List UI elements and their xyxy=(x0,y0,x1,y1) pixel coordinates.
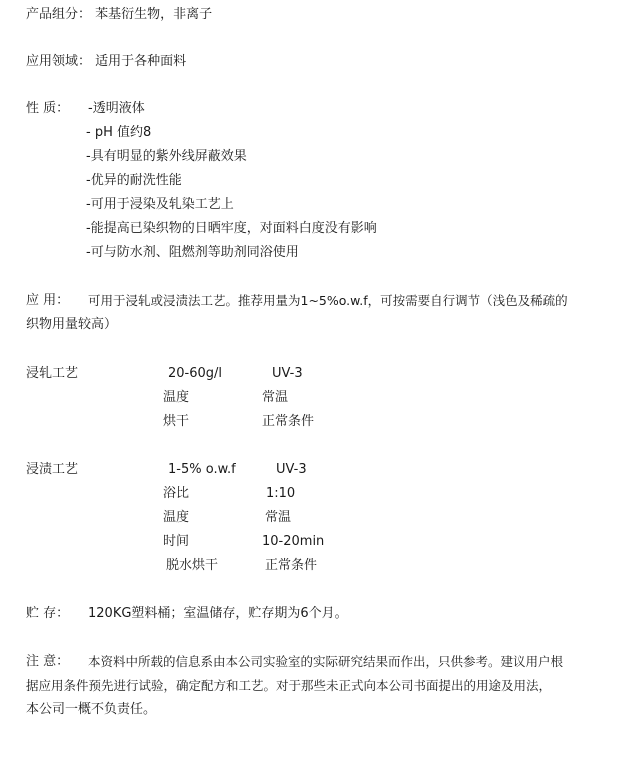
application-label: 应 用： xyxy=(26,293,70,308)
exhaust-dosage: 1-5% o.w.f xyxy=(168,462,236,477)
field-line xyxy=(26,53,186,71)
application-line-2: 织物用量较高） xyxy=(26,317,118,332)
notice-label: 注 意： xyxy=(26,654,70,669)
padding-dosage: 20-60g/l xyxy=(168,366,223,381)
notice-line-2: 据应用条件预先进行试验，确定配方和工艺。对于那些未正式向本公司书面提出的用途及用法， xyxy=(26,678,552,693)
exhaust-process-title: 浸渍工艺 xyxy=(26,462,79,477)
property-item-4: -优异的耐洗性能 xyxy=(86,173,182,188)
padding-process-title: 浸轧工艺 xyxy=(26,366,79,381)
application-line-1: 可用于浸轧或浸渍法工艺。推荐用量为1~5%o.w.f，可按需要自行调节（浅色及稀疏的 xyxy=(88,293,568,308)
exhaust-product: UV-3 xyxy=(276,462,307,477)
exhaust-row-value: 常温 xyxy=(265,510,292,525)
property-item-3: -具有明显的紫外线屏蔽效果 xyxy=(86,149,247,164)
composition-value: 苯基衍生物，非离子 xyxy=(95,7,213,22)
padding-product: UV-3 xyxy=(272,366,303,381)
property-item-7: -可与防水剂、阻燃剂等助剂同浴使用 xyxy=(86,245,299,260)
properties-label: 性 质： xyxy=(26,101,70,116)
padding-row-value: 正常条件 xyxy=(262,414,315,429)
exhaust-row-value: 正常条件 xyxy=(265,558,318,573)
notice-line-3: 本公司一概不负责任。 xyxy=(26,702,157,717)
exhaust-row-key: 时间 xyxy=(163,534,190,549)
exhaust-row-key: 温度 xyxy=(163,510,190,525)
exhaust-row-value: 1:10 xyxy=(266,486,296,501)
property-item-6: -能提高已染织物的日晒牢度，对面料白度没有影响 xyxy=(86,221,377,236)
composition-line xyxy=(26,6,212,24)
property-item-1: -透明液体 xyxy=(88,101,145,116)
field-label: 应用领域： xyxy=(26,54,92,69)
composition-label: 产品组分： xyxy=(26,7,92,22)
field-value: 适用于各种面料 xyxy=(95,54,187,69)
notice-line-1: 本资料中所载的信息系由本公司实验室的实际研究结果而作出，只供参考。建议用户根 xyxy=(88,654,564,669)
property-item-2: - pH 值约8 xyxy=(86,125,152,140)
exhaust-row-value: 10-20min xyxy=(262,534,325,549)
padding-row-value: 常温 xyxy=(262,390,289,405)
exhaust-row-key: 浴比 xyxy=(163,486,190,501)
padding-row-key: 温度 xyxy=(163,390,190,405)
storage-value: 120KG塑料桶；室温储存，贮存期为6个月。 xyxy=(88,606,348,621)
padding-row-key: 烘干 xyxy=(163,414,190,429)
property-item-5: -可用于浸染及轧染工艺上 xyxy=(86,197,234,212)
storage-label: 贮 存： xyxy=(26,606,70,621)
exhaust-row-key: 脱水烘干 xyxy=(166,558,219,573)
